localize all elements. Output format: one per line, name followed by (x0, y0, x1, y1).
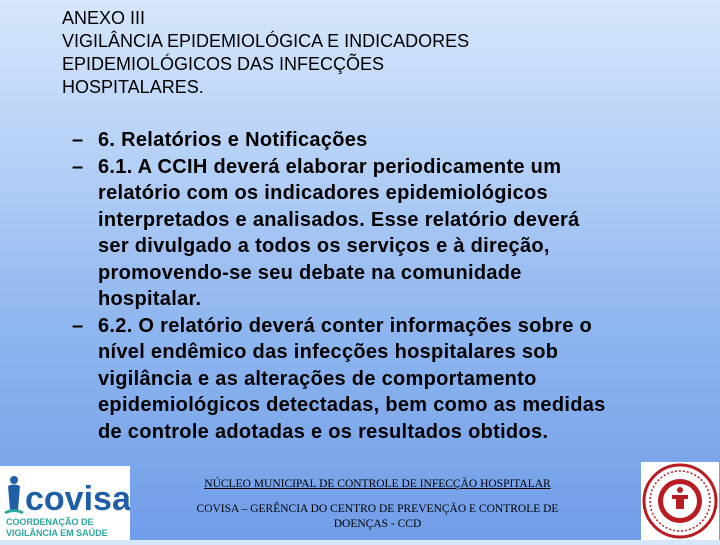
bullet-text-line: nível endêmico das infecções hospitalares sob (98, 341, 559, 363)
seal-logo (641, 462, 719, 540)
bullet-text-line: vigilância e as alterações de comportamento (98, 367, 537, 390)
bullet-text-line: promovendo-se seu debate na comunidade (98, 261, 522, 284)
bullet-text-line: interpretados e analisados. Esse relatório deverá (98, 208, 580, 231)
bullet-item-6-2 (72, 313, 712, 446)
bullet-text-line: 6.1. A CCIH deverá elaborar periodicamente um (98, 155, 562, 178)
bullet-dash: – (72, 129, 84, 151)
covisa-subtitle-1: COORDENAÇÃO DE (6, 517, 94, 527)
bullet-text-line: relatório com os indicadores epidemiológicos (98, 182, 548, 204)
bullet-dash: – (72, 155, 84, 178)
bullet-text-line: ser divulgado a todos os serviços e à direção, (98, 235, 550, 257)
bullet-dash: – (72, 314, 84, 337)
slide-title (62, 7, 702, 99)
footer-line-2: COVISA – GERÊNCIA DO CENTRO DE PREVENÇÃO E CONTROLE DE (196, 503, 559, 515)
footer-line-1: NÚCLEO MUNICIPAL DE CONTROLE DE INFECÇÃO HOSPITALAR (204, 478, 551, 490)
bullet-text-line: 6. Relatórios e Notificações (98, 129, 368, 151)
bullet-item-6 (72, 127, 712, 154)
title-line-2: VIGILÂNCIA EPIDEMIOLÓGICA E INDICADORES (62, 31, 470, 51)
seal-emblem-icon (641, 462, 719, 540)
bullet-item-6-1 (72, 154, 712, 313)
title-line-3: EPIDEMIOLÓGICOS DAS INFECÇÕES (62, 54, 385, 74)
title-line-1: ANEXO III (62, 8, 146, 28)
title-line-4: HOSPITALARES. (62, 77, 204, 97)
covisa-subtitle-2: VIGILÂNCIA EM SAÚDE (6, 528, 108, 538)
bullet-text-line: 6.2. O relatório deverá conter informações sobre o (98, 314, 593, 337)
covisa-logo-icon (0, 466, 130, 540)
bullet-text-line: epidemiológicos detectadas, bem como as medidas (98, 394, 606, 416)
bullet-text-line: de controle adotadas e os resultados obtidos. (98, 420, 549, 443)
bullet-list (72, 127, 712, 445)
covisa-brand-text: covisa (25, 480, 130, 518)
footer-line-3: DOENÇAS - CCD (333, 518, 422, 530)
footer-org (150, 502, 605, 532)
covisa-logo (0, 466, 130, 540)
bullet-text-line: hospitalar. (98, 288, 202, 310)
